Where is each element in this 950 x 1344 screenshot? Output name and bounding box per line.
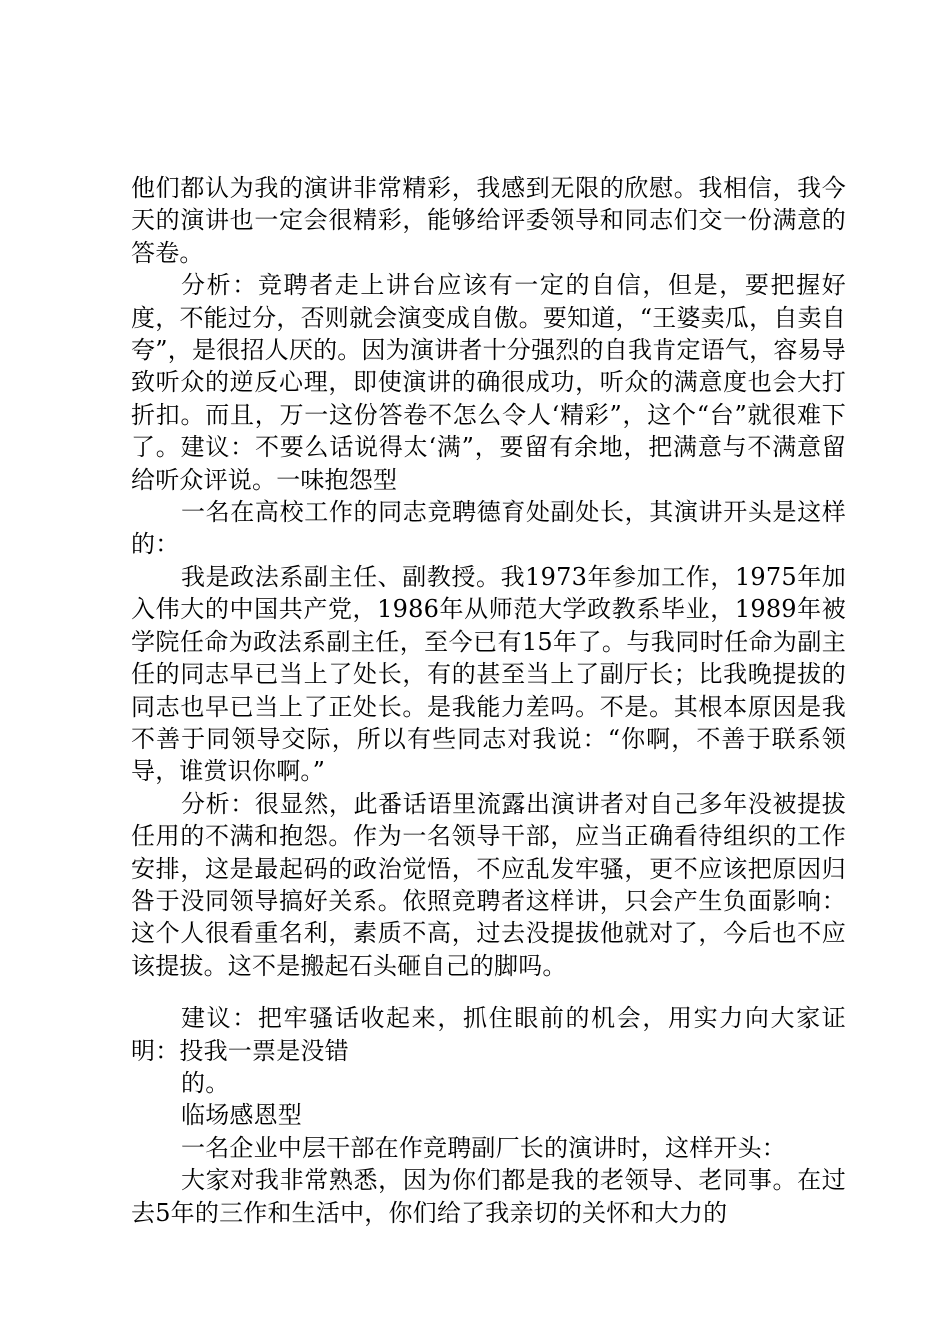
document-body xyxy=(131,172,846,1229)
paragraph-7: 的。 xyxy=(181,1068,230,1097)
paragraph-9: 大家对我非常熟悉，因为你们都是我的老领导、老同事。在过去5年的三作和生活中，你们给了我亲切的关怀和大力的 xyxy=(131,1166,846,1227)
paragraph-6: 建议：把牢骚话收起来，抓住眼前的机会，用实力向大家证明：投我一票是没错 xyxy=(131,1004,846,1065)
paragraph-2: 分析：竞聘者走上讲台应该有一定的自信，但是，要把握好度，不能过分，否则就会演变成自傲。要知道，“王婆卖瓜，自卖自夸”，是很招人厌的。因为演讲者十分强烈的自我肯定语气，容易导致听众的逆反心理，即使演讲的确很成功，听众的满意度也会大打折扣。而且，万一这份答卷不怎么令人‘精彩”，这个“台”就很难下了。建议：不要么话说得太‘满”，要留有余地，把满意与不满意留给听众评说。一味抱怨型 xyxy=(131,271,846,494)
paragraph-8: 一名企业中层干部在作竞聘副厂长的演讲时，这样开头： xyxy=(181,1133,786,1162)
paragraph-4: 我是政法系副主任、副教授。我1973年参加工作，1975年加入伟大的中国共产党，1986年从师范大学政教系毕业，1989年被学院任命为政法系副主任，至今已有15年了。与我同时任命为副主任的同志早已当上了处长，有的甚至当上了副厅长；比我晚提拔的同志也早已当上了正处长。是我能力差吗。不是。其根本原因是我不善于同领导交际，所以有些同志对我说：“你啊，不善于联系领导，谁赏识你啊。” xyxy=(131,562,846,786)
paragraph-1: 他们都认为我的演讲非常精彩，我感到无限的欣慰。我相信，我今天的演讲也一定会很精彩，能够给评委领导和同志们交一份满意的答卷。 xyxy=(131,174,846,267)
section-heading: 临场感恩型 xyxy=(181,1101,302,1130)
paragraph-gap xyxy=(131,982,846,1002)
paragraph-3: 一名在高校工作的同志竞聘德育处副处长，其演讲开头是这样的： xyxy=(131,498,846,559)
paragraph-5: 分析：很显然，此番话语里流露出演讲者对自己多年没被提拔任用的不满和抱怨。作为一名领导干部，应当正确看待组织的工作安排，这是最起码的政治觉悟，不应乱发牢骚，更不应该把原因归咎于没同领导搞好关系。依照竞聘者这样讲，只会产生负面影响：这个人很看重名利，素质不高，过去没提拔他就对了，今后也不应该提拔。这不是搬起石头砸自己的脚吗。 xyxy=(131,789,846,980)
